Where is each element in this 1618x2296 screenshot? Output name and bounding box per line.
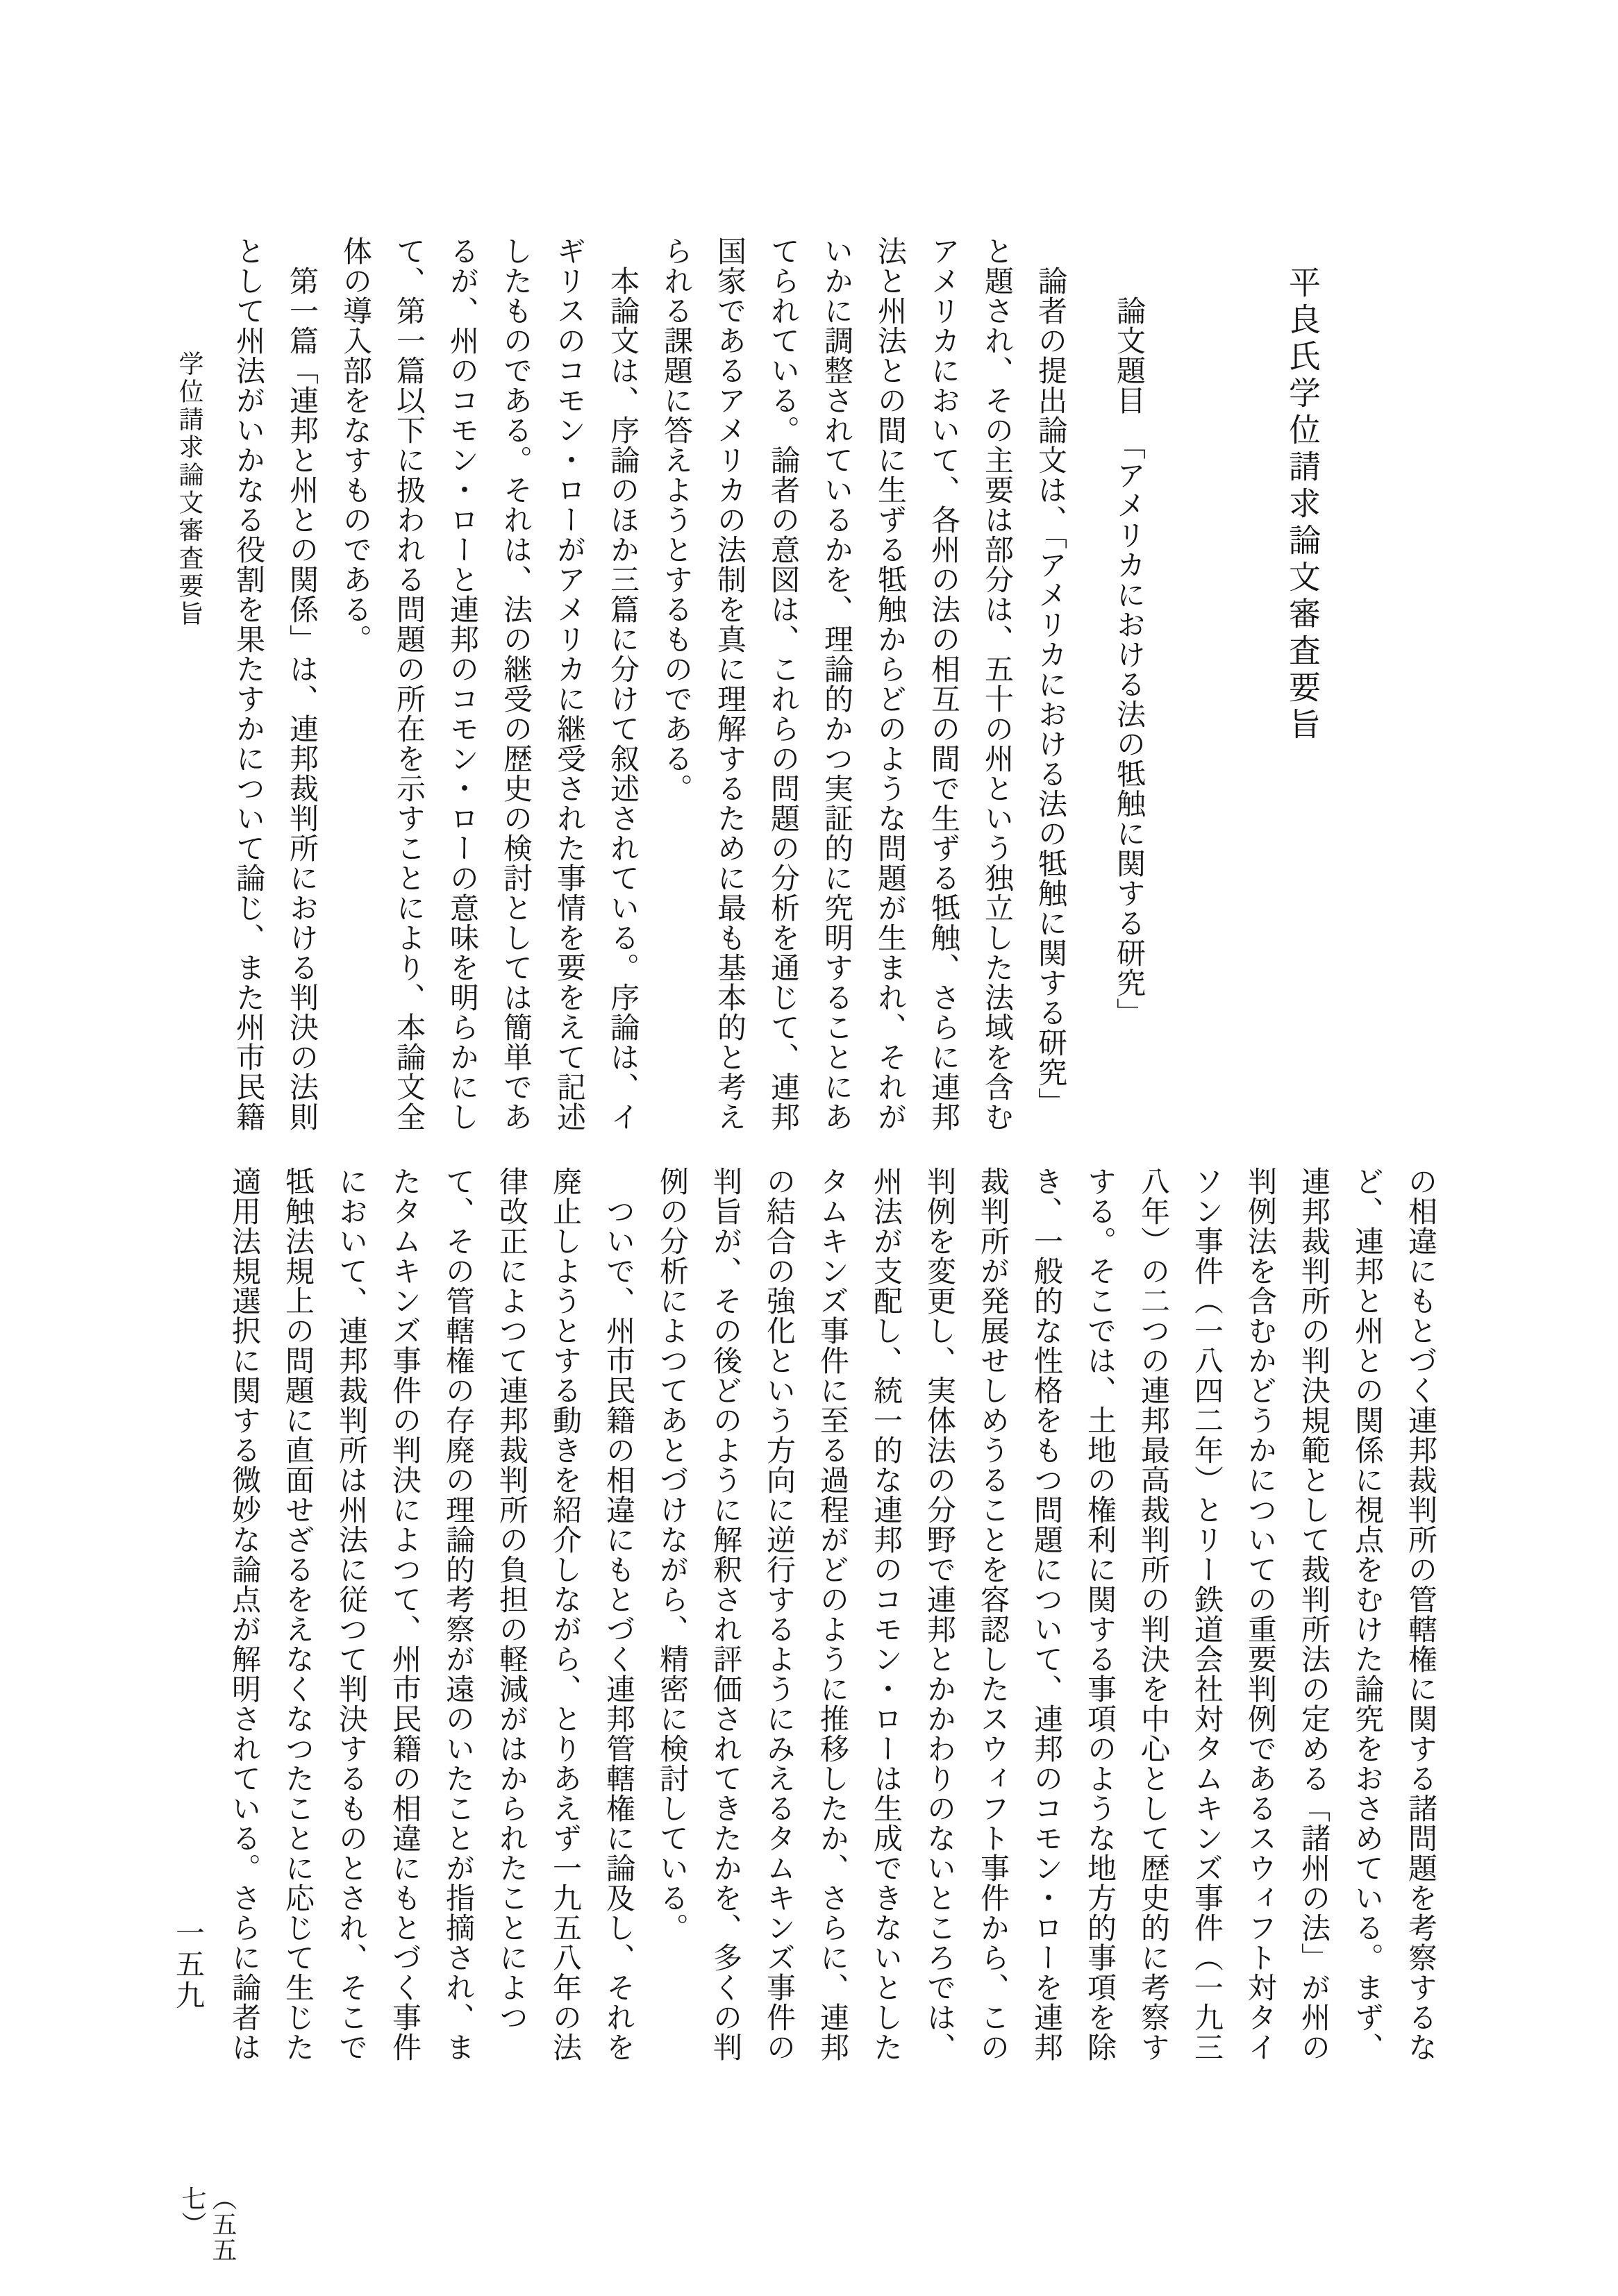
text-column: 八年）の二つの連邦最高裁判所の判決を中心として歴史的に考察す xyxy=(1137,1166,1171,2062)
text-column: られる課題に答えようとするものである。 xyxy=(660,236,694,803)
text-column: 例の分析によつてあとづけながら、精密に検討している。 xyxy=(656,1166,690,1943)
text-column: の相違にもとづく連邦裁判所の管轄権に関する諸問題を考察するな xyxy=(1404,1166,1438,2062)
text-column: 国家であるアメリカの法制を真に理解するために最も基本的と考え xyxy=(713,236,747,1132)
text-column: する。そこでは、土地の権利に関する事項のような地方的事項を除 xyxy=(1083,1166,1117,2062)
upper-text-block xyxy=(222,236,1156,1149)
text-column: 判旨が、その後どのように解釈され評価されてきたかを、多くの判 xyxy=(709,1166,743,2062)
text-column: 牴触法規上の問題に直面せざるをえなくなつたことに応じて生じた xyxy=(281,1166,315,2062)
text-column: 判例を変更し、実体法の分野で連邦とかかわりのないところでは、 xyxy=(923,1166,957,2062)
text-column: き、一般的な性格をもつ問題について、連邦のコモン・ローを連邦 xyxy=(1030,1166,1064,2062)
text-column: 裁判所が発展せしめうることを容認したスウィフト事件から、この xyxy=(976,1166,1010,2062)
text-column: アメリカにおいて、各州の法の相互の間で生ずる牴触、さらに連邦 xyxy=(927,236,961,1132)
text-column: いかに調整されているかを、理論的かつ実証的に究明することにあ xyxy=(820,236,854,1132)
text-column: ギリスのコモン・ローがアメリカに継受された事情を要をえて記述 xyxy=(553,236,587,1132)
text-column: タムキンズ事件に至る過程がどのように推移したか、さらに、連邦 xyxy=(816,1166,850,2062)
text-column: ど、連邦と州との関係に視点をむけた論究をおさめている。まず、 xyxy=(1351,1166,1385,2062)
text-column: 律改正によつて連邦裁判所の負担の軽減がはかられたことによつ xyxy=(495,1166,529,2032)
text-column: てられている。論者の意図は、これらの問題の分析を通じて、連邦 xyxy=(767,236,801,1132)
text-column: 州法が支配し、統一的な連邦のコモン・ローは生成できないとした xyxy=(869,1166,903,2062)
text-column: て、第一篇以下に扱われる問題の所在を示すことにより、本論文全 xyxy=(392,236,426,1132)
text-column: として州法がいかなる役割を果たすかについて論じ、また州市民籍 xyxy=(232,236,266,1132)
text-column: の結合の強化という方向に逆行するようにみえるタムキンズ事件の xyxy=(762,1166,797,2062)
text-column: 廃止しようとする動きを紹介しながら、とりあえず一九五八年の法 xyxy=(549,1166,583,2062)
text-column: 論者の提出論文は、「アメリカにおける法の牴触に関する研究」 xyxy=(1034,236,1068,1117)
running-head: 学位請求論文審査要旨 xyxy=(175,351,203,628)
lower-text-block xyxy=(218,1166,1448,2079)
text-column: て、その管轄権の存廃の理論的考察が遠のいたことが指摘され、ま xyxy=(442,1166,476,2062)
text-column: 連邦裁判所の判決規範として裁判所法の定める「諸州の法」が州の xyxy=(1297,1166,1331,2062)
page-number: 一五九 xyxy=(172,1918,206,2011)
text-column: 適用法規選択に関する微妙な論点が解明されている。さらに論者は xyxy=(228,1166,262,2062)
article-title: 平良氏学位請求論文審査要旨 xyxy=(1284,266,1321,744)
text-column: ついで、州市民籍の相違にもとづく連邦管轄権に論及し、それを xyxy=(602,1166,636,2062)
text-column: したものである。それは、法の継受の歴史の検討としては簡単であ xyxy=(499,236,533,1132)
text-column: 体の導入部をなすものである。 xyxy=(339,236,373,654)
text-column: 第一篇「連邦と州との関係」は、連邦裁判所における判決の法則 xyxy=(285,236,319,1132)
text-column: たタムキンズ事件の判決によつて、州市民籍の相違にもとづく事件 xyxy=(388,1166,422,2062)
text-column: において、連邦裁判所は州法に従つて判決するものとされ、そこで xyxy=(335,1166,369,2062)
text-column: 本論文は、序論のほか三篇に分けて叙述されている。序論は、イ xyxy=(606,236,640,1132)
text-column: と題され、その主要は部分は、五十の州という独立した法域を含む xyxy=(981,236,1015,1132)
text-column: るが、州のコモン・ローと連邦のコモン・ローの意味を明らかにし xyxy=(446,236,480,1132)
thesis-title-line: 論文題目 「アメリカにおける法の牴触に関する研究」 xyxy=(1112,236,1146,1028)
secondary-page-number: （五五七） xyxy=(178,2186,237,2263)
text-column: ソン事件（一八四二年）とリー鉄道会社対タムキンズ事件（一九三 xyxy=(1190,1166,1224,2062)
text-column: 判例法を含むかどうかについての重要判例であるスウィフト対タイ xyxy=(1244,1166,1278,2062)
text-column: 法と州法との間に生ずる牴触からどのような問題が生まれ、それが xyxy=(874,236,908,1132)
